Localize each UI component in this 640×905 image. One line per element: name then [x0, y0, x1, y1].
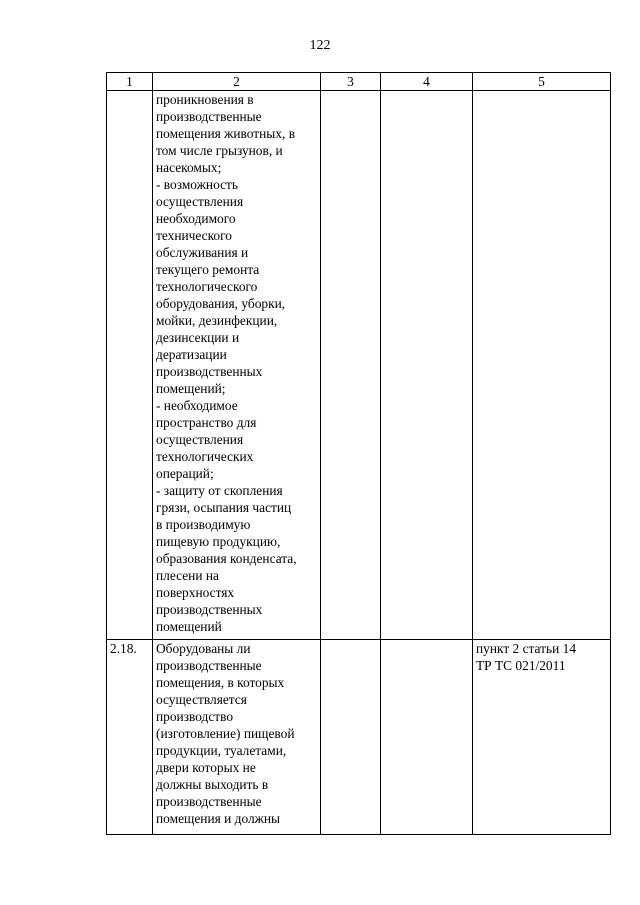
column-header-1: 1	[107, 73, 153, 91]
table-row	[107, 640, 611, 835]
page-number: 122	[309, 38, 331, 53]
requirements-table	[106, 72, 611, 835]
answer-cell-4	[381, 640, 473, 835]
row-number-cell	[107, 91, 153, 640]
reference-cell: пункт 2 статьи 14 ТР ТС 021/2011	[473, 640, 611, 835]
column-header-5: 5	[473, 73, 611, 91]
question-cell: Оборудованы ли производственные помещения, в которых осуществляется производство (изготовление) пищевой продукции, туалетами, двери которых не должны выходить в производственные помещения и должны	[153, 640, 321, 835]
table-row	[107, 91, 611, 640]
table-header-row	[107, 73, 611, 91]
answer-cell-3	[321, 91, 381, 640]
column-header-3: 3	[321, 73, 381, 91]
row-number-cell: 2.18.	[107, 640, 153, 835]
answer-cell-4	[381, 91, 473, 640]
reference-cell	[473, 91, 611, 640]
question-cell: проникновения в производственные помещения животных, в том числе грызунов, и насекомых; - возможность осуществления необходимого технического обслуживания и текущего ремонта технологического оборудования, уборки, мойки, дезинфекции, дезинсекции и дератизации производственных помещений; - необходимое пространство для осуществления технологических операций; - защиту от скопления грязи, осыпания частиц в производимую пищевую продукцию, образования конденсата, плесени на поверхностях производственных помещений	[153, 91, 321, 640]
column-header-2: 2	[153, 73, 321, 91]
answer-cell-3	[321, 640, 381, 835]
column-header-4: 4	[381, 73, 473, 91]
